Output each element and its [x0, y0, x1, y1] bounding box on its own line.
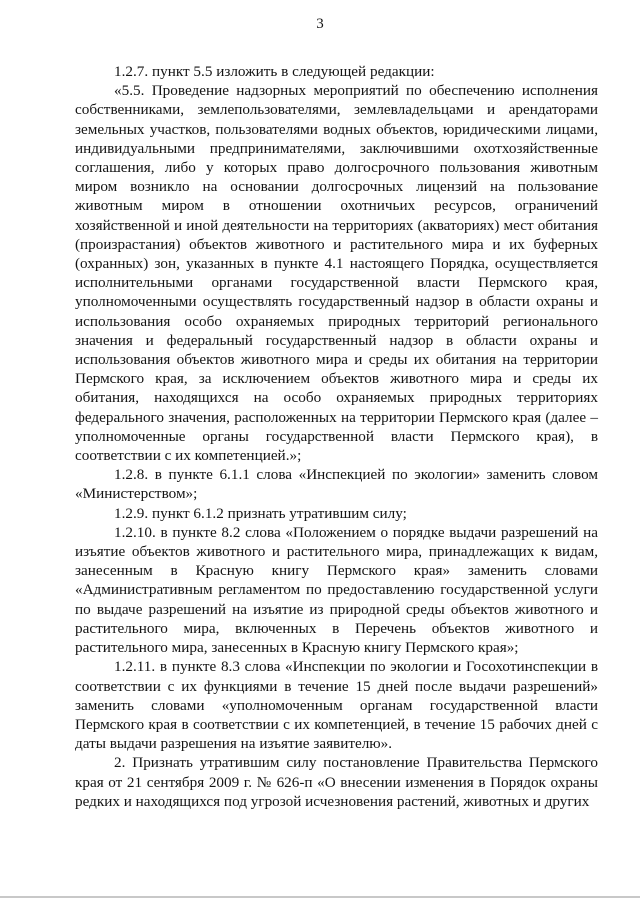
paragraph-2: 2. Признать утратившим силу постановление Правительства Пермского края от 21 сентября 2009 г. № 626-п «О внесении изменения в Порядок охраны редких и находящихся под угрозой исчезновения растений, животных и других — [75, 754, 598, 810]
paragraph-1-2-10: 1.2.10. в пункте 8.2 слова «Положением о порядке выдачи разрешений на изъятие объектов животного и растительного мира, принадлежащих к видам, занесенным в Красную книгу Пермского края» заменить словами «Административным регламентом по предоставлению государственной услуги по выдаче разрешений на изъятие из природной среды объектов животного и растительного мира, включенных в Перечень объектов животного и растительного мира, занесенных в Красную книгу Пермского края»; — [75, 523, 598, 657]
page-bottom-edge — [0, 896, 640, 898]
page-number: 3 — [316, 16, 324, 32]
paragraph-1-2-7: 1.2.7. пункт 5.5 изложить в следующей редакции: — [114, 63, 435, 80]
document-body — [75, 62, 598, 811]
paragraph-1-2-11: 1.2.11. в пункте 8.3 слова «Инспекции по экологии и Госохотинспекции в соответствии с их функциями в течение 15 дней после выдачи разрешений» заменить словами «уполномоченным органам государственной власти Пермского края в соответствии с их компетенцией, в течение 15 рабочих дней с даты выдачи разрешения на изъятие заявителю». — [75, 658, 598, 753]
paragraph-5-5-text: «5.5. Проведение надзорных мероприятий по обеспечению исполнения собственниками, землепользователями, землевладельцами и арендаторами земельных участков, пользователями водных объектов, юридическими лицами, индивидуальными предпринимателями, заключившими охотхозяйственные соглашения, либо у которых право долгосрочного пользования животным миром возникло на основании долгосрочных лицензий на пользование животным миром в отношении охотничьих ресурсов, ограничений хозяйственной и иной деятельности на территориях (акваториях) мест обитания (произрастания) объектов животного и растительного мира и их буферных (охранных) зон, указанных в пункте 4.1 настоящего Порядка, осуществляется исполнительными органами государственной власти Пермского края, уполномоченными осуществлять государственный надзор в области охраны и использования особо охраняемых природных территорий регионального значения и федеральный государственный надзор в области охраны и использования объектов животного мира и среды их обитания на территории Пермского края, за исключением объектов животного мира и среды их обитания, находящихся на особо охраняемых природных территориях федерального значения, расположенных на территории Пермского края (далее – уполномоченные органы государственной власти Пермского края), в соответствии с их компетенцией.»; — [75, 82, 598, 465]
paragraph-1-2-9: 1.2.9. пункт 6.1.2 признать утратившим силу; — [114, 504, 407, 522]
paragraph-1-2-8: 1.2.8. в пункте 6.1.1 слова «Инспекцией по экологии» заменить словом «Министерством»; — [75, 466, 598, 503]
